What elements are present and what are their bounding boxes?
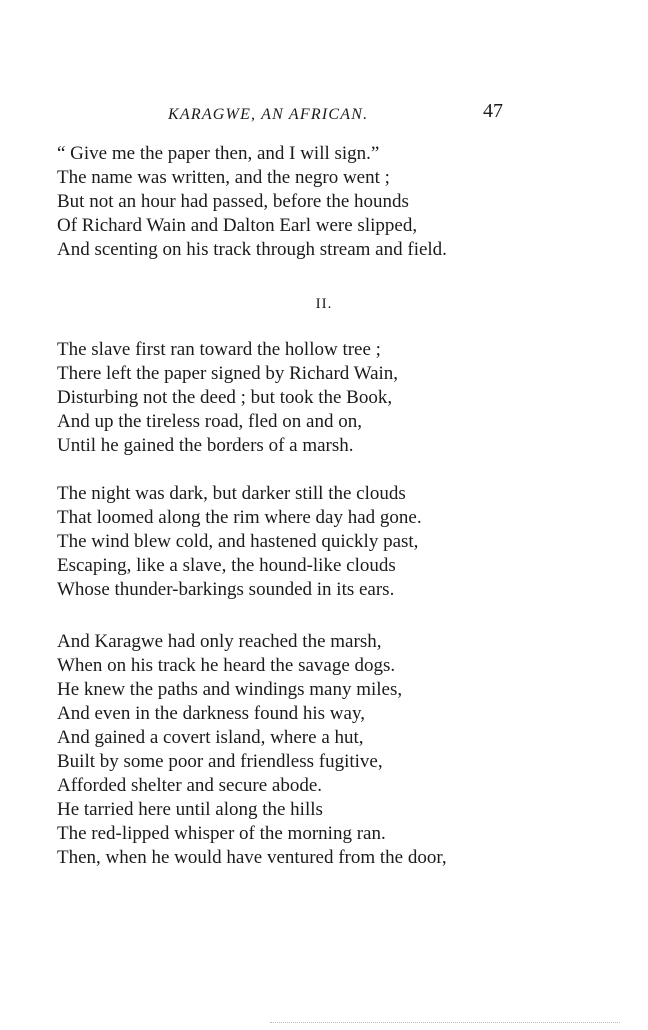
- verse-line: He tarried here until along the hills: [57, 799, 323, 820]
- verse-line: Until he gained the borders of a marsh.: [57, 435, 354, 456]
- stanza-1: [57, 142, 447, 262]
- page-number: 47: [483, 100, 503, 122]
- verse-line: When on his track he heard the savage dogs.: [57, 655, 396, 676]
- verse-line: Whose thunder-barkings sounded in its ears.: [57, 579, 395, 600]
- stanza-4: [57, 630, 447, 870]
- verse-line: The red-lipped whisper of the morning ran.: [57, 823, 386, 844]
- verse-line: The night was dark, but darker still the clouds: [57, 483, 406, 504]
- section-numeral: II.: [315, 296, 333, 312]
- verse-line: Escaping, like a slave, the hound-like clouds: [57, 555, 396, 576]
- verse-line: Built by some poor and friendless fugitive,: [57, 751, 383, 772]
- verse-line: “ Give me the paper then, and I will sign.”: [57, 143, 380, 164]
- verse-line: And scenting on his track through stream and field.: [57, 239, 447, 260]
- verse-line: That loomed along the rim where day had gone.: [57, 507, 422, 528]
- verse-line: Then, when he would have ventured from the door,: [57, 847, 447, 868]
- verse-line: And Karagwe had only reached the marsh,: [57, 631, 382, 652]
- verse-line: He knew the paths and windings many miles,: [57, 679, 403, 700]
- verse-line: And even in the darkness found his way,: [57, 703, 365, 724]
- stanza-3: [57, 482, 422, 602]
- scan-artifact-dots: [270, 1022, 620, 1027]
- verse-line: But not an hour had passed, before the hounds: [57, 191, 409, 212]
- verse-line: And up the tireless road, fled on and on,: [57, 411, 362, 432]
- running-title: KARAGWE, AN AFRICAN.: [168, 106, 369, 123]
- stanza-2: [57, 338, 398, 458]
- verse-line: And gained a covert island, where a hut,: [57, 727, 364, 748]
- verse-line: There left the paper signed by Richard Wain,: [57, 363, 399, 384]
- verse-line: Afforded shelter and secure abode.: [57, 775, 323, 796]
- verse-line: Of Richard Wain and Dalton Earl were slipped,: [57, 215, 418, 236]
- verse-line: The slave first ran toward the hollow tree ;: [57, 339, 381, 360]
- verse-line: Disturbing not the deed ; but took the Book,: [57, 387, 393, 408]
- verse-line: The name was written, and the negro went ;: [57, 167, 390, 188]
- verse-line: The wind blew cold, and hastened quickly past,: [57, 531, 419, 552]
